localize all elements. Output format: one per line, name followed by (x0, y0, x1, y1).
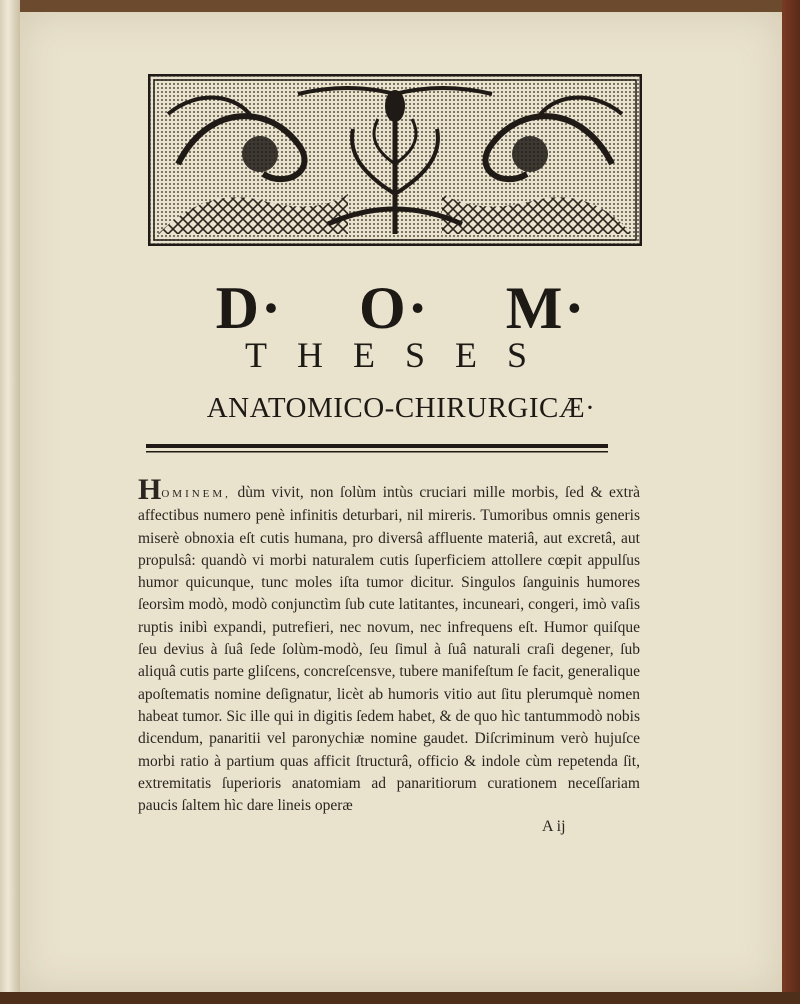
book-gutter (0, 0, 20, 1004)
dom-heading (20, 274, 782, 343)
book-cover-edge (782, 0, 800, 1004)
dom-letter-m: M· (505, 275, 587, 341)
body-text: dùm vivit, non ſolùm intùs cruciari mille morbis, ſed & extrà affectibus numero penè infinitis deturbari, nil mireris. Tumoribus omnis generis miserè obnoxia eſt cutis humana, pro diversâ affluente materiâ, aut excretâ, aut propulsâ: quandò vi morbi naturalem cutis ſuperficiem attollere cœpit appulſus humor quicunque, tunc moles iſta tumor dicitur. Singulos ſanguinis humores ſeorsìm modò, modò conjunctìm ſub cute latitantes, incuneari, congeri, imò vaſis ruptis inibì expandi, putrefieri, nec novum, nec infrequens eſt. Humor quiſque ſeu devius à ſuâ ſede ſolùm-modò, ſeu ſimul à ſuâ naturali craſi degener, ſub aliquâ cutis parte gliſcens, concreſcensve, tubere manifeſtum ſe facit, generalique apoſtematis nomine deſignatur, licèt ab humoris vitio aut ſitu plerumquè nomen habeat tumor. Sic ille qui in digitis ſedem habet, & de quo hìc tantummodò nobis dicendum, panaritii vel paronychiæ nomine gaudet. Diſcriminum verò hujuſce morbi ratio à partium quas afficit ſtructurâ, officio & indole cùm repetenda ſit, extremitatis ſuperioris anatomiam ad panaritiorum curationem neceſſariam paucis ſaltem hìc dare lineis operæ (138, 484, 640, 815)
dom-letter-o: O· (359, 275, 430, 341)
book-bottom-edge (0, 992, 800, 1004)
dom-letter-d: D· (215, 275, 283, 341)
theses-title: THESES (244, 335, 557, 375)
catchword-signature: A ij (542, 818, 566, 835)
initial-word-rest: OMINEM, (161, 488, 231, 500)
book-page (20, 12, 782, 992)
body-paragraph (138, 473, 640, 817)
subtitle: ANATOMICO-CHIRURGICÆ· (206, 392, 596, 424)
double-rule-divider (146, 444, 608, 454)
ornamental-headpiece (148, 74, 642, 246)
initial-letter: H (138, 473, 162, 506)
